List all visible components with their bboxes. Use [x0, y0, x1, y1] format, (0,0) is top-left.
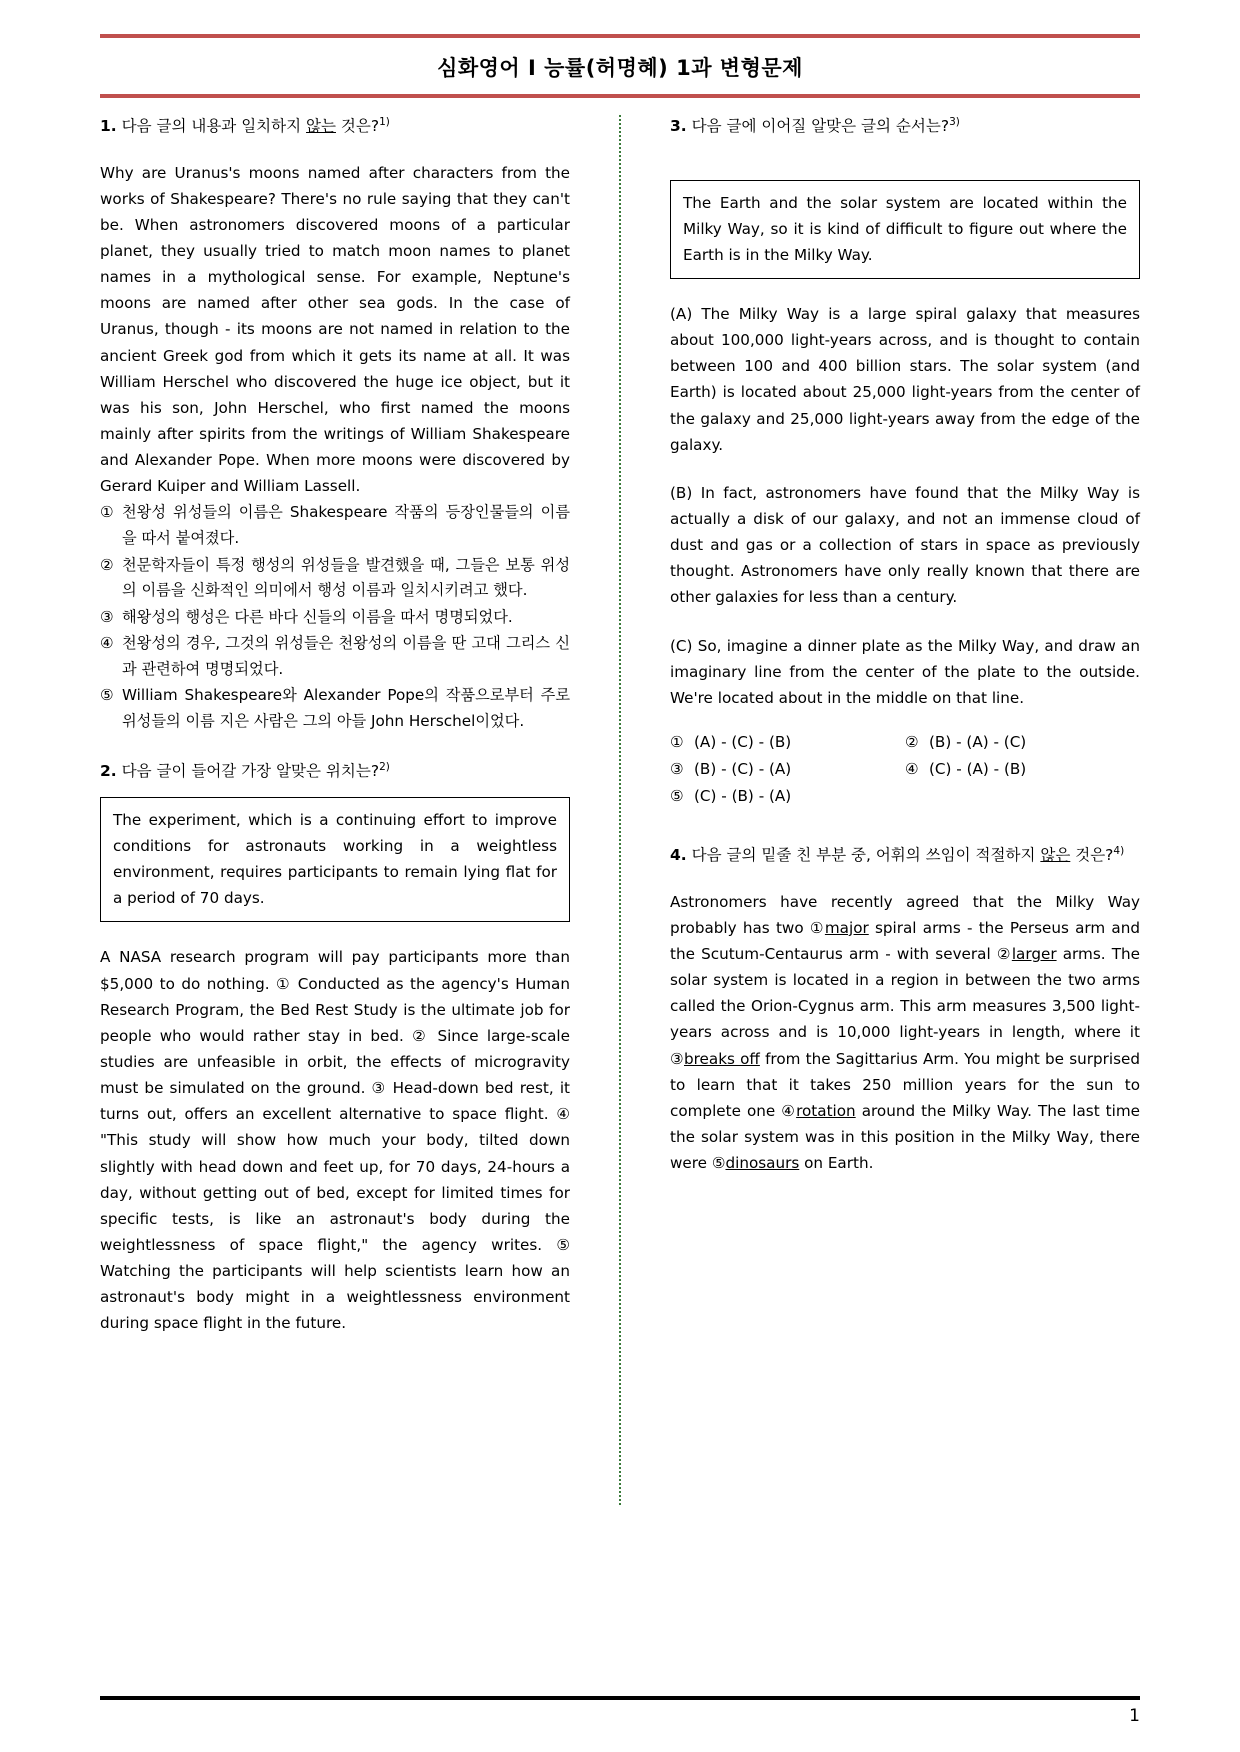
choice-item[interactable] [905, 729, 1140, 756]
question-4-footnote: 4) [1113, 845, 1125, 858]
choice-label: 천왕성의 경우, 그것의 위성들은 천왕성의 이름을 딴 고대 그리스 신과 관련하여 명명되었다. [122, 634, 570, 678]
underlined-term[interactable]: rotation [796, 1101, 856, 1120]
choice-marker: ④ [905, 760, 919, 779]
choice-marker: ② [100, 555, 114, 574]
choice-marker: ③ [670, 760, 684, 779]
underlined-term[interactable]: larger [1011, 945, 1057, 964]
header-rule-bottom [100, 94, 1140, 98]
question-3-paragraph-a: (A) The Milky Way is a large spiral galaxy that measures about 100,000 light-years across, and is thought to contain between 100 and 400 billion stars. The solar system (and Earth) is located about 25,000 light-years from the center of the galaxy and 25,000 light-years away from the edge of the galaxy. [670, 305, 1140, 454]
choice-marker: ① [670, 733, 684, 752]
choice-item[interactable] [100, 553, 570, 604]
document-header [100, 34, 1140, 98]
choice-item[interactable] [670, 783, 905, 810]
two-column-body [100, 115, 1140, 1645]
question-gap [670, 810, 1140, 844]
question-2-passage: A NASA research program will pay participants more than $5,000 to do nothing. ① Conducted as the agency's Human Research Program, the Bed Rest Study is the ultimate job for people who would rather stay in bed. ② Since large-scale studies are unfeasible in orbit, the effects of microgravity must be simulated on the ground. ③ Head-down bed rest, it turns out, offers an excellent alternative to space flight. ④ "This study will show how much your body, tilted down slightly with head down and feet up, for 70 days, 24-hours a day, without getting out of bed, except for limited times for specific tests, is like an astronaut's body during the weightlessness of space flight," the agency writes. ⑤ Watching the participants will help scientists learn how an astronaut's body might in a weightlessness environment during space flight in the future. [100, 948, 570, 1333]
question-4-passage: Astronomers have recently agreed that the Milky Way probably has two ①major spiral arms - the Perseus arm and the Scutum-Centaurus arm - with several ②larger arms. The solar system is located in a region in between the two arms called the Orion-Cygnus arm. This arm measures 3,500 light-years across and is 10,000 light-years in length, where it ③breaks off from the Sagittarius Arm. You might be surprised to learn that it takes 250 million years for the sun to complete one ④rotation around the Milky Way. The last time the solar system was in this position in the Milky Way, there were ⑤dinosaurs on Earth. [670, 892, 1140, 1173]
choice-item[interactable] [905, 756, 1140, 783]
page-title: 심화영어 I 능률(허명혜) 1과 변형문제 [437, 56, 803, 80]
choice-label: 천왕성 위성들의 이름은 Shakespeare 작품의 등장인물들의 이름을 따서 붙여졌다. [122, 503, 570, 547]
choice-row [670, 783, 1140, 810]
question-1-footnote: 1) [379, 116, 390, 128]
inline-marker: ② [996, 945, 1012, 964]
underlined-term[interactable]: dinosaurs [725, 1154, 800, 1173]
question-2-heading [100, 760, 570, 783]
choice-marker: ⑤ [670, 787, 684, 806]
question-1 [100, 115, 570, 734]
choice-marker: ① [100, 503, 114, 522]
choice-label: (C) - (A) - (B) [929, 760, 1027, 779]
inline-marker: ① [809, 918, 825, 937]
question-3-paragraph-c: (C) So, imagine a dinner plate as the Milky Way, and draw an imaginary line from the center of the plate to the outside. We're located about in the middle on that line. [670, 636, 1140, 707]
inline-marker: ③ [670, 1049, 684, 1068]
question-1-number: 1. [100, 117, 117, 136]
underlined-term[interactable]: major [824, 918, 869, 937]
choice-marker: ③ [100, 607, 114, 626]
inline-marker: ⑤ [711, 1154, 726, 1173]
choice-marker: ② [905, 733, 919, 752]
question-4-prompt-a: 다음 글의 밑줄 친 부분 중, 어휘의 쓰임이 적절하지 [686, 846, 1041, 865]
question-4-prompt-b: 것은? [1070, 846, 1114, 865]
right-column [670, 115, 1140, 1645]
choice-label: (C) - (B) - (A) [694, 787, 792, 806]
choice-label: William Shakespeare와 Alexander Pope의 작품으로부터 주로 위성들의 이름 지은 사람은 그의 아들 John Herschel이었다. [122, 686, 570, 730]
choice-item[interactable] [100, 500, 570, 551]
question-2-boxed-text: The experiment, which is a continuing effort to improve conditions for astronauts working in a weightless environment, requires participants to remain lying flat for a period of 70 days. [100, 797, 570, 923]
page-number: 1 [1129, 1706, 1140, 1726]
choice-label: 해왕성의 행성은 다른 바다 신들의 이름을 따서 명명되었다. [122, 607, 513, 626]
choice-row [670, 756, 1140, 783]
choice-marker: ④ [100, 634, 114, 653]
choice-item[interactable] [670, 729, 905, 756]
question-3-footnote: 3) [949, 116, 960, 128]
question-2 [100, 760, 570, 1336]
question-3-prompt: 다음 글에 이어질 알맞은 글의 순서는? [686, 117, 950, 136]
choice-row [670, 729, 1140, 756]
question-4-heading [670, 844, 1140, 867]
question-3 [670, 115, 1140, 810]
question-1-heading [100, 115, 570, 138]
question-1-passage: Why are Uranus's moons named after characters from the works of Shakespeare? There's no rule saying that they can't be. When astronomers discovered moons of a particular planet, they usually tried to match moon names to planet names in a mythological sense. For example, Neptune's moons are named after other sea gods. In the case of Uranus, though - its moons are not named in relation to the ancient Greek god from which it gets its name at all. It was William Herschel who discovered the huge ice object, but it was his son, John Herschel, who first named the moons mainly after spirits from the writings of William Shakespeare and Alexander Pope. When more moons were discovered by Gerard Kuiper and William Lassell. [100, 163, 570, 496]
question-1-prompt-underlined: 않는 [306, 117, 336, 136]
column-gutter [570, 115, 670, 1645]
document-footer [100, 1696, 1140, 1726]
choice-label: (A) - (C) - (B) [694, 733, 792, 752]
question-3-paragraph-b: (B) In fact, astronomers have found that the Milky Way is actually a disk of our galaxy, and not an immense cloud of dust and gas or a collection of stars in space as previously thought. Astronomers have only really known that there are other galaxies for less than a century. [670, 483, 1140, 607]
question-3-number: 3. [670, 117, 687, 136]
question-1-prompt-b: 것은? [335, 117, 380, 136]
choice-label: (B) - (C) - (A) [694, 760, 792, 779]
choice-label: (B) - (A) - (C) [929, 733, 1027, 752]
choice-item[interactable] [100, 605, 570, 631]
question-4 [670, 844, 1140, 1176]
question-2-number: 2. [100, 762, 117, 781]
choice-item[interactable] [670, 756, 905, 783]
choice-item[interactable] [100, 631, 570, 682]
question-3-heading [670, 115, 1140, 138]
question-2-prompt: 다음 글이 들어갈 가장 알맞은 위치는? [116, 762, 380, 781]
choice-item[interactable] [100, 683, 570, 734]
underlined-term[interactable]: breaks off [684, 1049, 760, 1068]
question-4-number: 4. [670, 846, 687, 865]
choice-spacer [905, 783, 1140, 810]
question-1-prompt-a: 다음 글의 내용과 일치하지 [116, 117, 307, 136]
question-3-boxed-text: The Earth and the solar system are located within the Milky Way, so it is kind of difficult to figure out where the Earth is in the Milky Way. [670, 180, 1140, 279]
question-3-choices [670, 729, 1140, 810]
question-1-choices [100, 500, 570, 734]
column-divider [619, 115, 621, 1505]
question-2-footnote: 2) [379, 761, 390, 774]
choice-marker: ⑤ [100, 686, 114, 705]
left-column [100, 115, 570, 1645]
question-gap [100, 734, 570, 760]
question-4-prompt-underlined: 않은 [1040, 846, 1071, 865]
inline-marker: ④ [781, 1101, 797, 1120]
choice-label: 천문학자들이 특정 행성의 위성들을 발견했을 때, 그들은 보통 위성의 이름을 신화적인 의미에서 행성 이름과 일치시키려고 했다. [122, 555, 570, 600]
